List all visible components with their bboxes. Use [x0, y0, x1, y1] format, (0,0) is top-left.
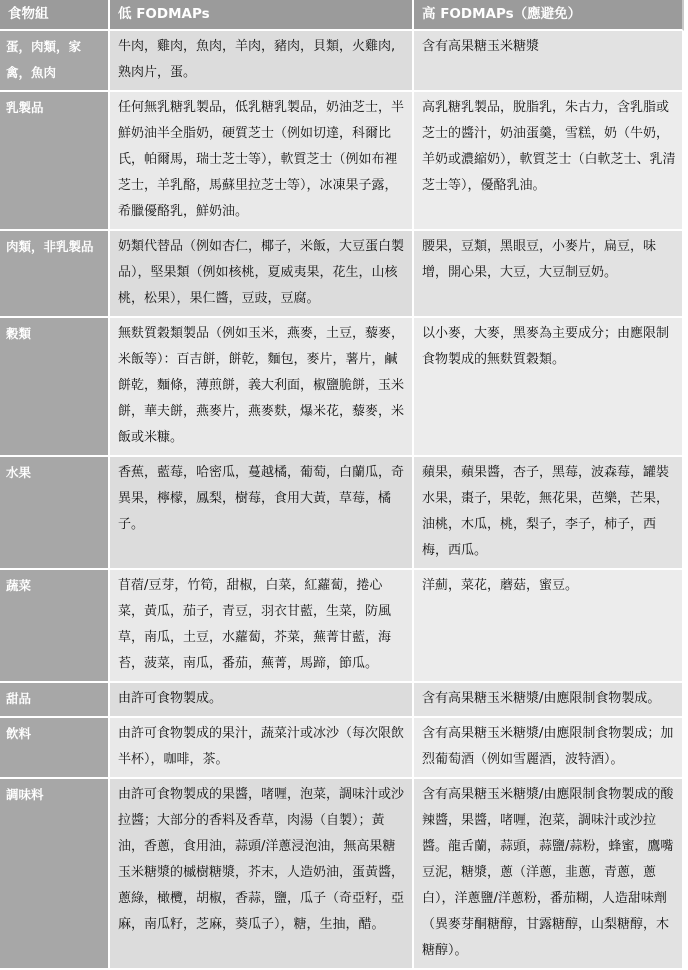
row-high-fodmaps: 洋薊，菜花，蘑菇，蜜豆。	[414, 570, 684, 683]
row-food-group: 肉類，非乳製品	[0, 231, 110, 318]
header-high-fodmaps: 高 FODMAPs（應避免）	[414, 0, 684, 31]
row-high-fodmaps: 含有高果糖玉米糖漿/由應限制食物製成。	[414, 683, 684, 718]
table-row	[0, 683, 684, 718]
row-low-fodmaps: 苜蓿/豆芽，竹筍，甜椒，白菜，紅蘿蔔，捲心菜，黃瓜，茄子，青豆，羽衣甘藍，生菜，防風草，南瓜，土豆，水蘿蔔，芥菜，蕪菁甘藍，海苔，菠菜，南瓜，番茄，蕪菁，馬蹄，節瓜。	[110, 570, 414, 683]
row-food-group: 甜品	[0, 683, 110, 718]
row-food-group: 乳製品	[0, 92, 110, 231]
table-header	[0, 0, 684, 31]
table-row	[0, 779, 684, 970]
row-low-fodmaps: 由許可食物製成的果醬，啫喱，泡菜，調味汁或沙拉醬；大部分的香料及香草，肉湯（自製）；黃油，香蔥，食用油，蒜頭/洋蔥浸泡油，無高果糖玉米糖漿的槭樹糖漿，芥末，人造奶油，蛋黃醬，蔥綠，橄欖，胡椒，香蒜，鹽，瓜子（奇亞籽，亞麻，南瓜籽，芝麻，葵瓜子），糖，生抽，醋。	[110, 779, 414, 970]
row-food-group: 蔬菜	[0, 570, 110, 683]
header-row	[0, 0, 684, 31]
row-low-fodmaps: 牛肉，雞肉，魚肉，羊肉，豬肉，貝類，火雞肉, 熟肉片，蛋。	[110, 31, 414, 92]
row-food-group: 蛋，肉類，家禽，魚肉	[0, 31, 110, 92]
row-high-fodmaps: 含有高果糖玉米糖漿/由應限制食物製成的酸辣醬，果醬，啫喱，泡菜，調味汁或沙拉醬。龍舌蘭，蒜頭，蒜鹽/蒜粉，蜂蜜，鷹嘴豆泥，糖漿，蔥（洋蔥，韭蔥，青蔥，蔥白），洋蔥鹽/洋蔥粉，番茄糊，人造甜味劑（異麥芽酮糖醇，甘露糖醇，山梨糖醇，木糖醇）。	[414, 779, 684, 970]
row-high-fodmaps: 以小麥，大麥，黑麥為主要成分；由應限制食物製成的無麩質穀類。	[414, 318, 684, 457]
table-row	[0, 31, 684, 92]
row-low-fodmaps: 無麩質穀類製品（例如玉米，燕麥，土豆，藜麥，米飯等）：百吉餅，餅乾，麵包，麥片，薯片，鹹餅乾，麵條，薄煎餅，義大利面，椒鹽脆餅，玉米餅，華夫餅，燕麥片，燕麥麩，爆米花，藜麥，米飯或米糠。	[110, 318, 414, 457]
table-row	[0, 718, 684, 779]
row-food-group: 調味料	[0, 779, 110, 970]
row-high-fodmaps: 含有高果糖玉米糖漿/由應限制食物製成；加烈葡萄酒（例如雪麗酒，波特酒）。	[414, 718, 684, 779]
row-food-group: 水果	[0, 457, 110, 570]
table-row	[0, 457, 684, 570]
table-body	[0, 31, 684, 970]
row-high-fodmaps: 腰果，豆類，黑眼豆，小麥片，扁豆，味增，開心果，大豆，大豆制豆奶。	[414, 231, 684, 318]
table-row	[0, 318, 684, 457]
row-high-fodmaps: 高乳糖乳製品，脫脂乳，朱古力，含乳脂或芝士的醬汁，奶油蛋羹，雪糕，奶（牛奶，羊奶或濃縮奶），軟質芝士（白軟芝士、乳清芝士等），優酪乳油。	[414, 92, 684, 231]
table-row	[0, 570, 684, 683]
row-high-fodmaps: 含有高果糖玉米糖漿	[414, 31, 684, 92]
header-low-fodmaps: 低 FODMAPs	[110, 0, 414, 31]
row-low-fodmaps: 奶類代替品（例如杏仁，椰子，米飯，大豆蛋白製品），堅果類（例如核桃，夏威夷果，花生，山核桃，松果），果仁醬，豆豉，豆腐。	[110, 231, 414, 318]
row-low-fodmaps: 香蕉，藍莓，哈密瓜，蔓越橘，葡萄，白蘭瓜，奇異果，檸檬，鳳梨，樹莓，食用大黃，草莓，橘子。	[110, 457, 414, 570]
row-low-fodmaps: 由許可食物製成。	[110, 683, 414, 718]
header-food-group: 食物組	[0, 0, 110, 31]
row-low-fodmaps: 任何無乳糖乳製品，低乳糖乳製品，奶油芝士，半鮮奶油半全脂奶，硬質芝士（例如切達，科爾比氏，帕爾馬，瑞士芝士等），軟質芝士（例如布裡芝士，羊乳酪，馬蘇里拉芝士等），冰凍果子露，希臘優酪乳，鮮奶油。	[110, 92, 414, 231]
row-low-fodmaps: 由許可食物製成的果汁，蔬菜汁或冰沙（每次限飲半杯），咖啡，茶。	[110, 718, 414, 779]
table-row	[0, 231, 684, 318]
row-food-group: 穀類	[0, 318, 110, 457]
row-food-group: 飲料	[0, 718, 110, 779]
table-row	[0, 92, 684, 231]
row-high-fodmaps: 蘋果，蘋果醬，杏子，黑莓，波森莓，罐裝水果，棗子，果乾，無花果，芭樂，芒果，油桃，木瓜，桃，梨子，李子，柿子，西梅，西瓜。	[414, 457, 684, 570]
